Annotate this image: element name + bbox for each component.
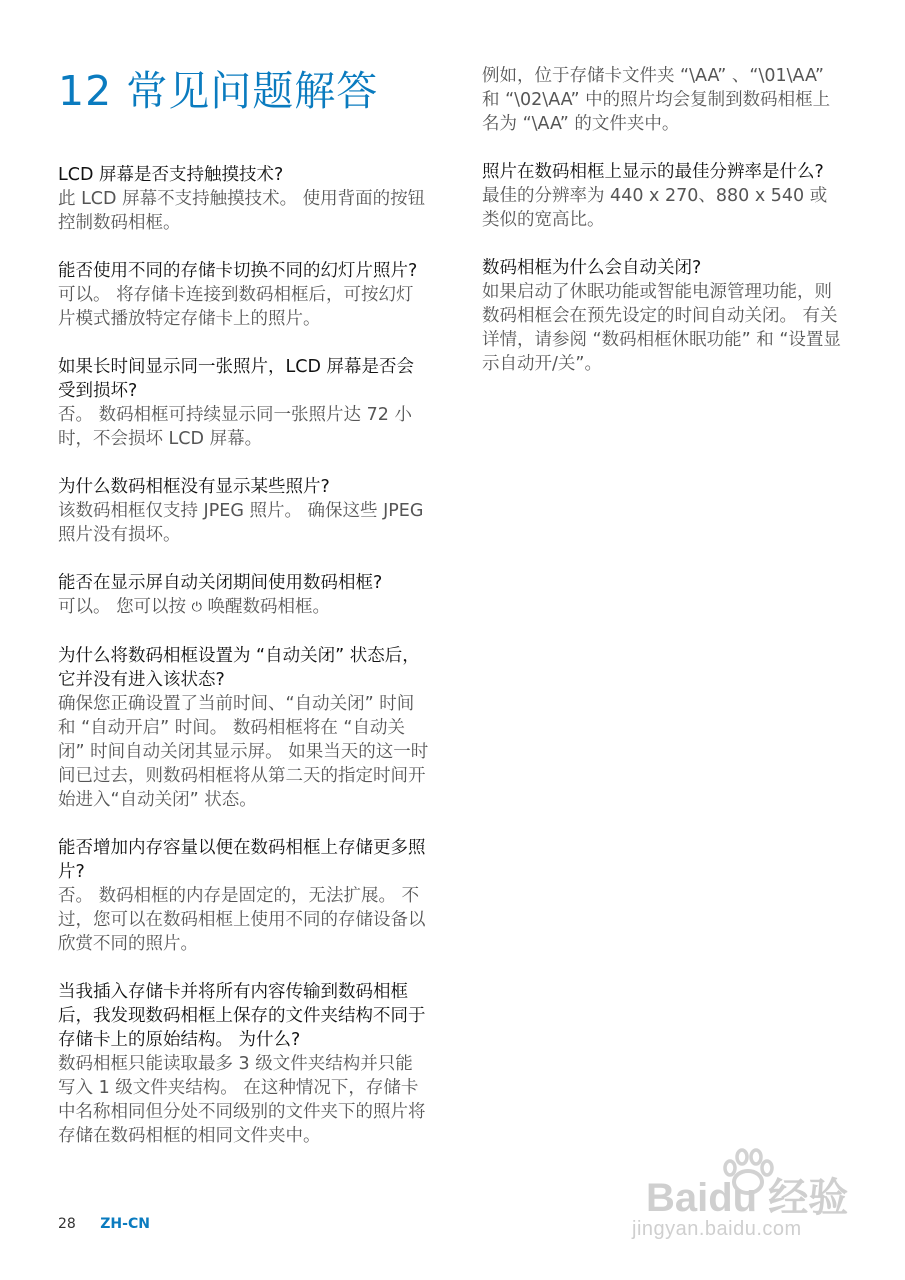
right-column [482,64,842,400]
continued-answer: 例如，位于存储卡文件夹 “\AA” 、“\01\AA” 和 “\02\AA” 中的照片均会复制到数码相框上名为 “\AA” 的文件夹中。 [482,66,831,134]
faq-question: 能否增加内存容量以便在数码相框上存储更多照片? [58,838,426,882]
faq-item [58,259,430,331]
answer-text-post: 唤醒数码相框。 [207,597,331,617]
faq-item [58,475,430,547]
left-column [58,64,430,1172]
faq-item [58,980,430,1148]
page-title: 12 常见问题解答 [58,67,379,115]
faq-answer: 此 LCD 屏幕不支持触摸技术。 使用背面的按钮控制数码相框。 [58,189,426,233]
faq-answer: 确保您正确设置了当前时间、“自动关闭” 时间和 “自动开启” 时间。 数码相框将在 “自动关闭” 时间自动关闭其显示屏。 如果当天的这一时间已过去，则数码相框将从第二天的指定时间开始进入“自动关闭” 状态。 [58,694,429,810]
faq-answer: 如果启动了休眠功能或智能电源管理功能，则数码相框会在预先设定的时间自动关闭。 有关详情，请参阅 “数码相框休眠功能” 和 “设置显示自动开/关”。 [482,282,841,374]
faq-item [58,571,430,620]
faq-question: 为什么将数码相框设置为 “自动关闭” 状态后，它并没有进入该状态? [58,646,420,690]
faq-question: LCD 屏幕是否支持触摸技术? [58,165,284,185]
faq-answer: 可以。 将存储卡连接到数码相框后，可按幻灯片模式播放特定存储卡上的照片。 [58,285,414,329]
faq-question: 为什么数码相框没有显示某些照片? [58,477,330,497]
faq-answer: 数码相框只能读取最多 3 级文件夹结构并只能写入 1 级文件夹结构。 在这种情况下，存储卡中名称相同但分处不同级别的文件夹下的照片将存储在数码相框的相同文件夹中。 [58,1054,426,1146]
faq-question: 能否在显示屏自动关闭期间使用数码相框? [58,573,383,593]
faq-answer [58,595,430,620]
faq-item [58,644,430,812]
faq-question: 照片在数码相框上显示的最佳分辨率是什么? [482,162,824,182]
baidu-watermark [618,1148,888,1258]
page-footer [58,1214,150,1234]
answer-text-pre: 可以。 您可以按 [58,597,187,617]
watermark-url: jingyan.baidu.com [632,1218,802,1240]
faq-question: 如果长时间显示同一张照片，LCD 屏幕是否会受到损坏? [58,357,415,401]
page-number: 28 [58,1216,76,1232]
faq-item [482,256,842,376]
faq-item [58,355,430,451]
faq-answer: 否。 数码相框可持续显示同一张照片达 72 小时，不会损坏 LCD 屏幕。 [58,405,412,449]
faq-answer: 最佳的分辨率为 440 x 270、880 x 540 或类似的宽高比。 [482,186,828,230]
faq-item [482,160,842,232]
faq-question: 数码相框为什么会自动关闭? [482,258,702,278]
faq-item [58,836,430,956]
language-code: ZH-CN [100,1216,150,1232]
faq-answer: 该数码相框仅支持 JPEG 照片。 确保这些 JPEG 照片没有损坏。 [58,501,424,545]
power-icon: ⏻ [191,600,202,615]
faq-question: 当我插入存储卡并将所有内容传输到数码相框后，我发现数码相框上保存的文件夹结构不同于存储卡上的原始结构。 为什么? [58,982,426,1050]
faq-question: 能否使用不同的存储卡切换不同的幻灯片照片? [58,261,418,281]
faq-answer: 否。 数码相框的内存是固定的，无法扩展。 不过，您可以在数码相框上使用不同的存储设备以欣赏不同的照片。 [58,886,426,954]
watermark-logo: Baidu 经验 [646,1176,849,1220]
faq-item [58,163,430,235]
